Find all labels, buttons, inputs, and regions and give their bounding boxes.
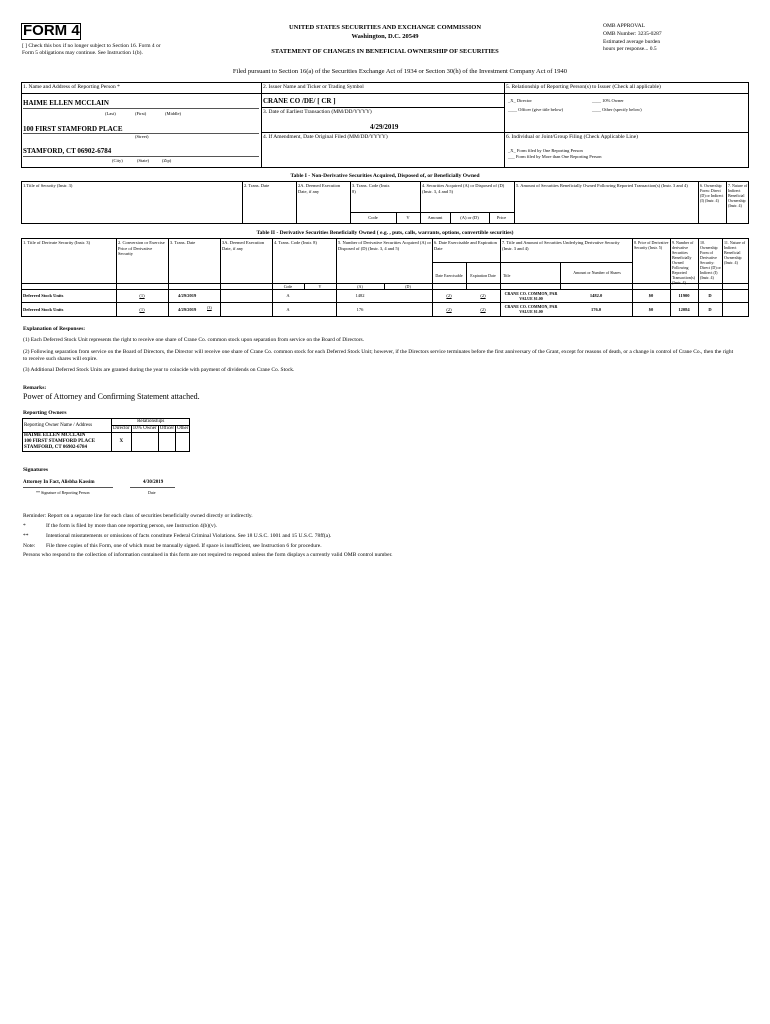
form-title: FORM 4 <box>23 22 80 39</box>
row2-acquired: 176 <box>356 307 364 312</box>
relationship-officer[interactable]: ____ Officer (give title below) <box>508 107 564 112</box>
t1-sub-ad: (A) or (D) <box>460 215 479 220</box>
owner-address-cell <box>23 433 112 452</box>
relationship-other[interactable]: ____ Other (specify below) <box>592 107 642 112</box>
t2-sub-d: (D) <box>405 284 411 289</box>
row1-expiration[interactable]: (2) <box>480 293 486 298</box>
row1-underlying-title: CRANE CO. COMMON, PAR VALUE $1.00 <box>504 291 558 301</box>
owners-row <box>23 433 190 452</box>
t2-col-number: 5. Number of Derivative Securities Acquired (A) or Disposed of (D) (Instr. 3, 4 and 5) <box>338 240 431 251</box>
t2-sub-expiration: Expiration Date <box>470 273 496 278</box>
name-first-label: (First) <box>135 111 147 116</box>
t2-col-owned: 9. Number of derivative Securities Beneficially Owned Following Reported Transaction(s) (Instr. 4) <box>672 240 695 285</box>
t2-sub-amount: Amount or Number of Shares <box>573 270 621 275</box>
row2-title: Deferred Stock Units <box>23 307 64 312</box>
t1-col-owned: 5. Amount of Securities Beneficially Owned Following Reported Transaction(s) (Instr. 3 and 4) <box>516 183 688 188</box>
t1-col-nature: 7. Nature of Indirect Beneficial Ownership (Instr. 4) <box>728 183 748 208</box>
reporting-person-name: HAIME ELLEN MCCLAIN <box>23 99 109 107</box>
owners-col-10pct: 10% Owner <box>132 426 157 431</box>
t2-col-deemed: 3A. Deemed Execution Date, if any <box>222 240 265 251</box>
omb-number: OMB Number: 3235-0287 <box>603 31 662 37</box>
row2-underlying-title: CRANE CO. COMMON, PAR VALUE $1.00 <box>504 304 558 314</box>
row2-conversion[interactable]: (1) <box>139 307 145 312</box>
note-text: File three copies of this Form, one of which must be manually signed. If space is insufficient, see Instruction 6 for procedure. <box>46 543 322 549</box>
issuer-name: CRANE CO /DE/ [ CR ] <box>263 97 336 105</box>
footnote-3: (3) Additional Deferred Stock Units are granted during the year to coincide with payment of dividends on Crane Co. Stock. <box>23 367 295 373</box>
row1-price: $0 <box>648 293 654 298</box>
t2-col-nature: 11. Nature of Indirect Beneficial Ownership (Instr. 4) <box>724 240 746 265</box>
signature-label: ** Signature of Reporting Person <box>36 490 90 495</box>
filing-more-persons[interactable]: ___ Form filed by More than One Reporting Person <box>508 154 602 159</box>
t1-col-title: 1.Title of Security (Instr. 3) <box>23 183 73 188</box>
row1-conversion[interactable]: (1) <box>139 293 145 298</box>
row2-date: 4/29/2019 <box>178 307 197 312</box>
row2-code: A <box>286 307 290 312</box>
filing-one-person[interactable]: _X_ Form filed by One Reporting Person <box>508 148 583 153</box>
t2-col-form: 10. Ownership Form of Derivative Security: Direct (D) or Indirect (I) (Instr. 4) <box>700 240 721 280</box>
owner-officer-mark <box>158 433 175 452</box>
footnote-star-2: ** <box>23 533 29 539</box>
row2-expiration[interactable]: (2) <box>480 307 486 312</box>
table1-title: Table I - Non-Derivative Securities Acquired, Disposed of, or Beneficially Owned <box>290 173 480 179</box>
box5-label: 5. Relationship of Reporting Person(s) to Issuer (Check all applicable) <box>506 84 661 90</box>
agency-name: UNITED STATES SECURITIES AND EXCHANGE COMMISSION <box>288 24 482 31</box>
t1-col-date: 2. Trans. Date <box>244 183 270 188</box>
row1-date: 4/29/2019 <box>178 293 197 298</box>
reminder-text: Reminder: Report on a separate line for each class of securities beneficially owned directly or indirectly. <box>23 513 253 519</box>
city-label: (City) <box>112 158 123 163</box>
t2-col-date: 3. Trans. Date <box>170 240 196 245</box>
t2-sub-title: Title <box>503 273 511 278</box>
row1-acquired: 1482 <box>355 293 365 298</box>
table2-title: Table II - Derivative Securities Beneficially Owned ( e.g. , puts, calls, warrants, options, convertible securities) <box>256 230 514 236</box>
omb-approval-title: OMB APPROVAL <box>603 23 645 29</box>
signature-date: 4/30/2019 <box>143 480 164 485</box>
footnote-star-2-text: Intentional misstatements or omissions of facts constitute Federal Criminal Violations. See 18 U.S.C. 1001 and 15 U.S.C. 78ff(a). <box>46 533 332 539</box>
zip-label: (Zip) <box>162 158 172 163</box>
footnote-1: (1) Each Deferred Stock Unit represents the right to receive one share of Crane Co. common stock upon separation from service on the Board of Directors. <box>23 337 365 343</box>
filed-pursuant: Filed pursuant to Section 16(a) of the Securities Exchange Act of 1934 or Section 30(h) of the Investment Company Act of 1940 <box>232 68 568 75</box>
signer-name: Attorney In Fact, Alisbha Kassim <box>23 480 95 485</box>
row1-title: Deferred Stock Units <box>23 293 64 298</box>
t2-sub-v: V <box>318 284 322 289</box>
footnote-2: (2) Following separation from service on the Board of Directors, the Director will receive one share of Crane Co. common stock for each Deferred Stock Unit; however, if the Directors service terminates before the first anniversary of the Grant, except for reasons of death, or a change in control of Crane Co., then the right to receive such shares will expire. <box>23 349 734 362</box>
footnote-star-1-text: If the form is filed by more than one reporting person, see Instruction 4(b)(v). <box>46 523 217 529</box>
row2-price: $0 <box>648 307 654 312</box>
name-middle-label: (Middle) <box>165 111 181 116</box>
footnote-star-1: * <box>23 523 26 529</box>
box6-label: 6. Individual or Joint/Group Filing (Check Applicable Line) <box>506 134 638 140</box>
explanation-heading: Explanation of Responses: <box>23 326 86 332</box>
earliest-transaction-date: 4/29/2019 <box>370 123 399 131</box>
box2-label: 2. Issuer Name and Ticker or Trading Symbol <box>263 84 364 90</box>
box1-label: 1. Name and Address of Reporting Person * <box>23 84 120 90</box>
owner-street: 100 FIRST STAMFORD PLACE <box>24 439 96 444</box>
agency-address: Washington, D.C. 20549 <box>351 33 419 40</box>
t1-col-acquired: 4. Securities Acquired (A) or Disposed of (D) (Instr. 3, 4 and 5) <box>422 183 505 194</box>
row2-exercisable[interactable]: (2) <box>446 307 452 312</box>
row1-owned: 11900 <box>678 293 690 298</box>
box3-label: 3. Date of Earliest Transaction (MM/DD/YYYY) <box>263 109 372 115</box>
owners-col-relationships: Relationships <box>112 419 190 426</box>
row1-code: A <box>286 293 290 298</box>
owners-col-other: Other <box>177 426 189 431</box>
row2-form: D <box>708 307 712 312</box>
t2-col-underlying: 7. Title and Amount of Securities Underlying Derivative Security (Instr. 3 and 4) <box>502 240 620 251</box>
t1-col-code: 3. Trans. Code (Instr. 8) <box>352 183 391 194</box>
reporting-owners-table <box>22 418 190 452</box>
reporting-city: STAMFORD, CT 06902-6784 <box>23 147 112 155</box>
t2-col-conversion: 2. Conversion or Exercise Price of Derivative Security <box>118 240 165 256</box>
t2-col-title: 1. Title of Derivate Security (Instr. 3) <box>23 240 90 245</box>
omb-burden-1: Estimated average burden <box>603 39 661 45</box>
reporting-street: 100 FIRST STAMFORD PLACE <box>23 125 123 133</box>
t1-col-form: 6. Ownership Form: Direct (D) or Indirect (I) (Instr. 4) <box>700 183 724 203</box>
row2-date-note[interactable]: (3) <box>207 305 212 310</box>
owner-other-mark <box>176 433 190 452</box>
persons-respond-text: Persons who respond to the collection of information contained in this form are not required to respond unless the form displays a currently valid OMB control number. <box>23 552 393 558</box>
t1-sub-price: Price <box>496 215 507 220</box>
relationship-10pct-owner[interactable]: ____ 10% Owner <box>592 98 624 103</box>
street-label: (Street) <box>135 134 149 139</box>
owners-col-name: Reporting Owner Name / Address <box>23 419 112 433</box>
owner-10pct-mark <box>131 433 158 452</box>
t1-sub-v: V <box>406 215 410 220</box>
t2-col-price: 8. Price of Derivative Security (Instr. 5) <box>634 240 669 250</box>
t1-sub-code: Code <box>368 215 378 220</box>
t2-sub-exercisable: Date Exercisable <box>435 273 463 278</box>
statement-title: STATEMENT OF CHANGES IN BENEFICIAL OWNERSHIP OF SECURITIES <box>271 48 499 55</box>
owners-heading: Reporting Owners <box>23 410 67 416</box>
t2-col-exercisable: 6. Date Exercisable and Expiration Date <box>434 240 497 251</box>
owner-director-mark: X <box>112 433 132 452</box>
row2-owned: 12084 <box>678 307 690 312</box>
owner-name: HAIME ELLEN MCCLAIN <box>24 433 86 438</box>
omb-burden-2: hours per response... 0.5 <box>603 46 657 52</box>
row1-exercisable[interactable]: (2) <box>446 293 452 298</box>
owner-city: STAMFORD, CT 06902-6784 <box>24 445 88 450</box>
checkbox-instruction[interactable]: [ ] Check this box if no longer subject to Section 16. Form 4 or Form 5 obligations may continue. See Instruction 1(b). <box>22 43 161 56</box>
note-label: Note: <box>23 543 36 549</box>
relationship-director[interactable]: _X_ Director <box>508 98 532 103</box>
t2-sub-a: (A) <box>357 284 363 289</box>
t2-sub-code: Code <box>283 284 293 289</box>
t2-col-code: 4. Trans. Code (Instr. 8) <box>274 240 317 245</box>
signatures-heading: Signatures <box>23 467 48 473</box>
remarks-text: Power of Attorney and Confirming Statement attached. <box>23 392 200 401</box>
name-last-label: (Last) <box>105 111 116 116</box>
signature-date-label: Date <box>148 490 156 495</box>
state-label: (State) <box>137 158 149 163</box>
owners-col-officer: Officer <box>159 426 175 431</box>
t1-sub-amount: Amount <box>427 215 443 220</box>
row1-amount: 1482.0 <box>589 293 603 298</box>
remarks-heading: Remarks: <box>23 385 47 391</box>
box4-label: 4. If Amendment, Date Original Filed (MM/DD/YYYY) <box>263 134 388 140</box>
row1-form: D <box>708 293 712 298</box>
t1-col-deemed: 2A. Deemed Execution Date, if any <box>298 183 341 194</box>
row2-amount: 176.0 <box>590 307 602 312</box>
owners-col-director: Director <box>113 426 130 431</box>
